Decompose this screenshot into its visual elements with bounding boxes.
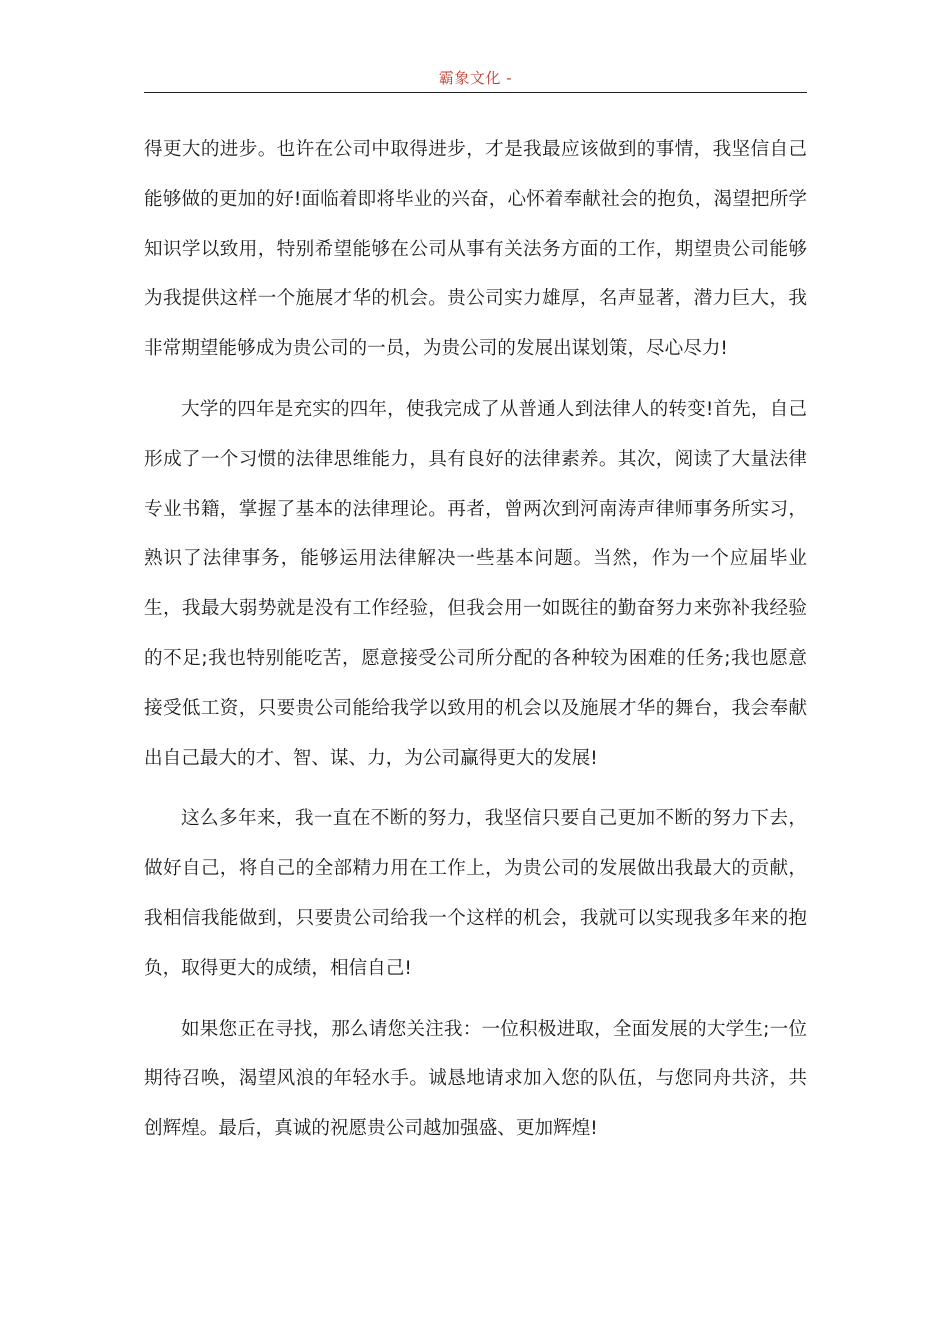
paragraph-2: 大学的四年是充实的四年，使我完成了从普通人到法律人的转变!首先，自己形成了一个习惯的法律思维能力，具有良好的法律素养。其次，阅读了大量法律专业书籍，掌握了基本的法律理论。再者，曾两次到河南涛声律师事务所实习，熟识了法律事务，能够运用法律解决一些基本问题。当然，作为一个应届毕业生，我最大弱势就是没有工作经验，但我会用一如既往的勤奋努力来弥补我经验的不足;我也特别能吃苦，愿意接受公司所分配的各种较为困难的任务;我也愿意接受低工资，只要贵公司能给我学以致用的机会以及施展才华的舞台，我会奉献出自己最大的才、智、谋、力，为公司赢得更大的发展!: [144, 398, 807, 769]
paragraph-3: 这么多年来，我一直在不断的努力，我坚信只要自己更加不断的努力下去，做好自己，将自己的全部精力用在工作上，为贵公司的发展做出我最大的贡献，我相信我能做到，只要贵公司给我一个这样的机会，我就可以实现我多年来的抱负，取得更大的成绩，相信自己!: [144, 808, 807, 979]
header-title: 霸象文化 -: [438, 69, 513, 87]
paragraph-4: 如果您正在寻找，那么请您关注我：一位积极进取，全面发展的大学生;一位期待召唤，渴望风浪的年轻水手。诚恳地请求加入您的队伍，与您同舟共济，共创辉煌。最后，真诚的祝愿贵公司越加强盛、更加辉煌!: [144, 1018, 807, 1140]
document-body: [144, 125, 807, 1154]
paragraph-1: 得更大的进步。也许在公司中取得进步，才是我最应该做到的事情，我坚信自己能够做的更加的好!面临着即将毕业的兴奋，心怀着奉献社会的抱负，渴望把所学知识学以致用，特别希望能够在公司从事有关法务方面的工作，期望贵公司能够为我提供这样一个施展才华的机会。贵公司实力雄厚，名声显著，潜力巨大，我非常期望能够成为贵公司的一员，为贵公司的发展出谋划策，尽心尽力!: [144, 139, 807, 360]
page-header: [144, 66, 807, 93]
